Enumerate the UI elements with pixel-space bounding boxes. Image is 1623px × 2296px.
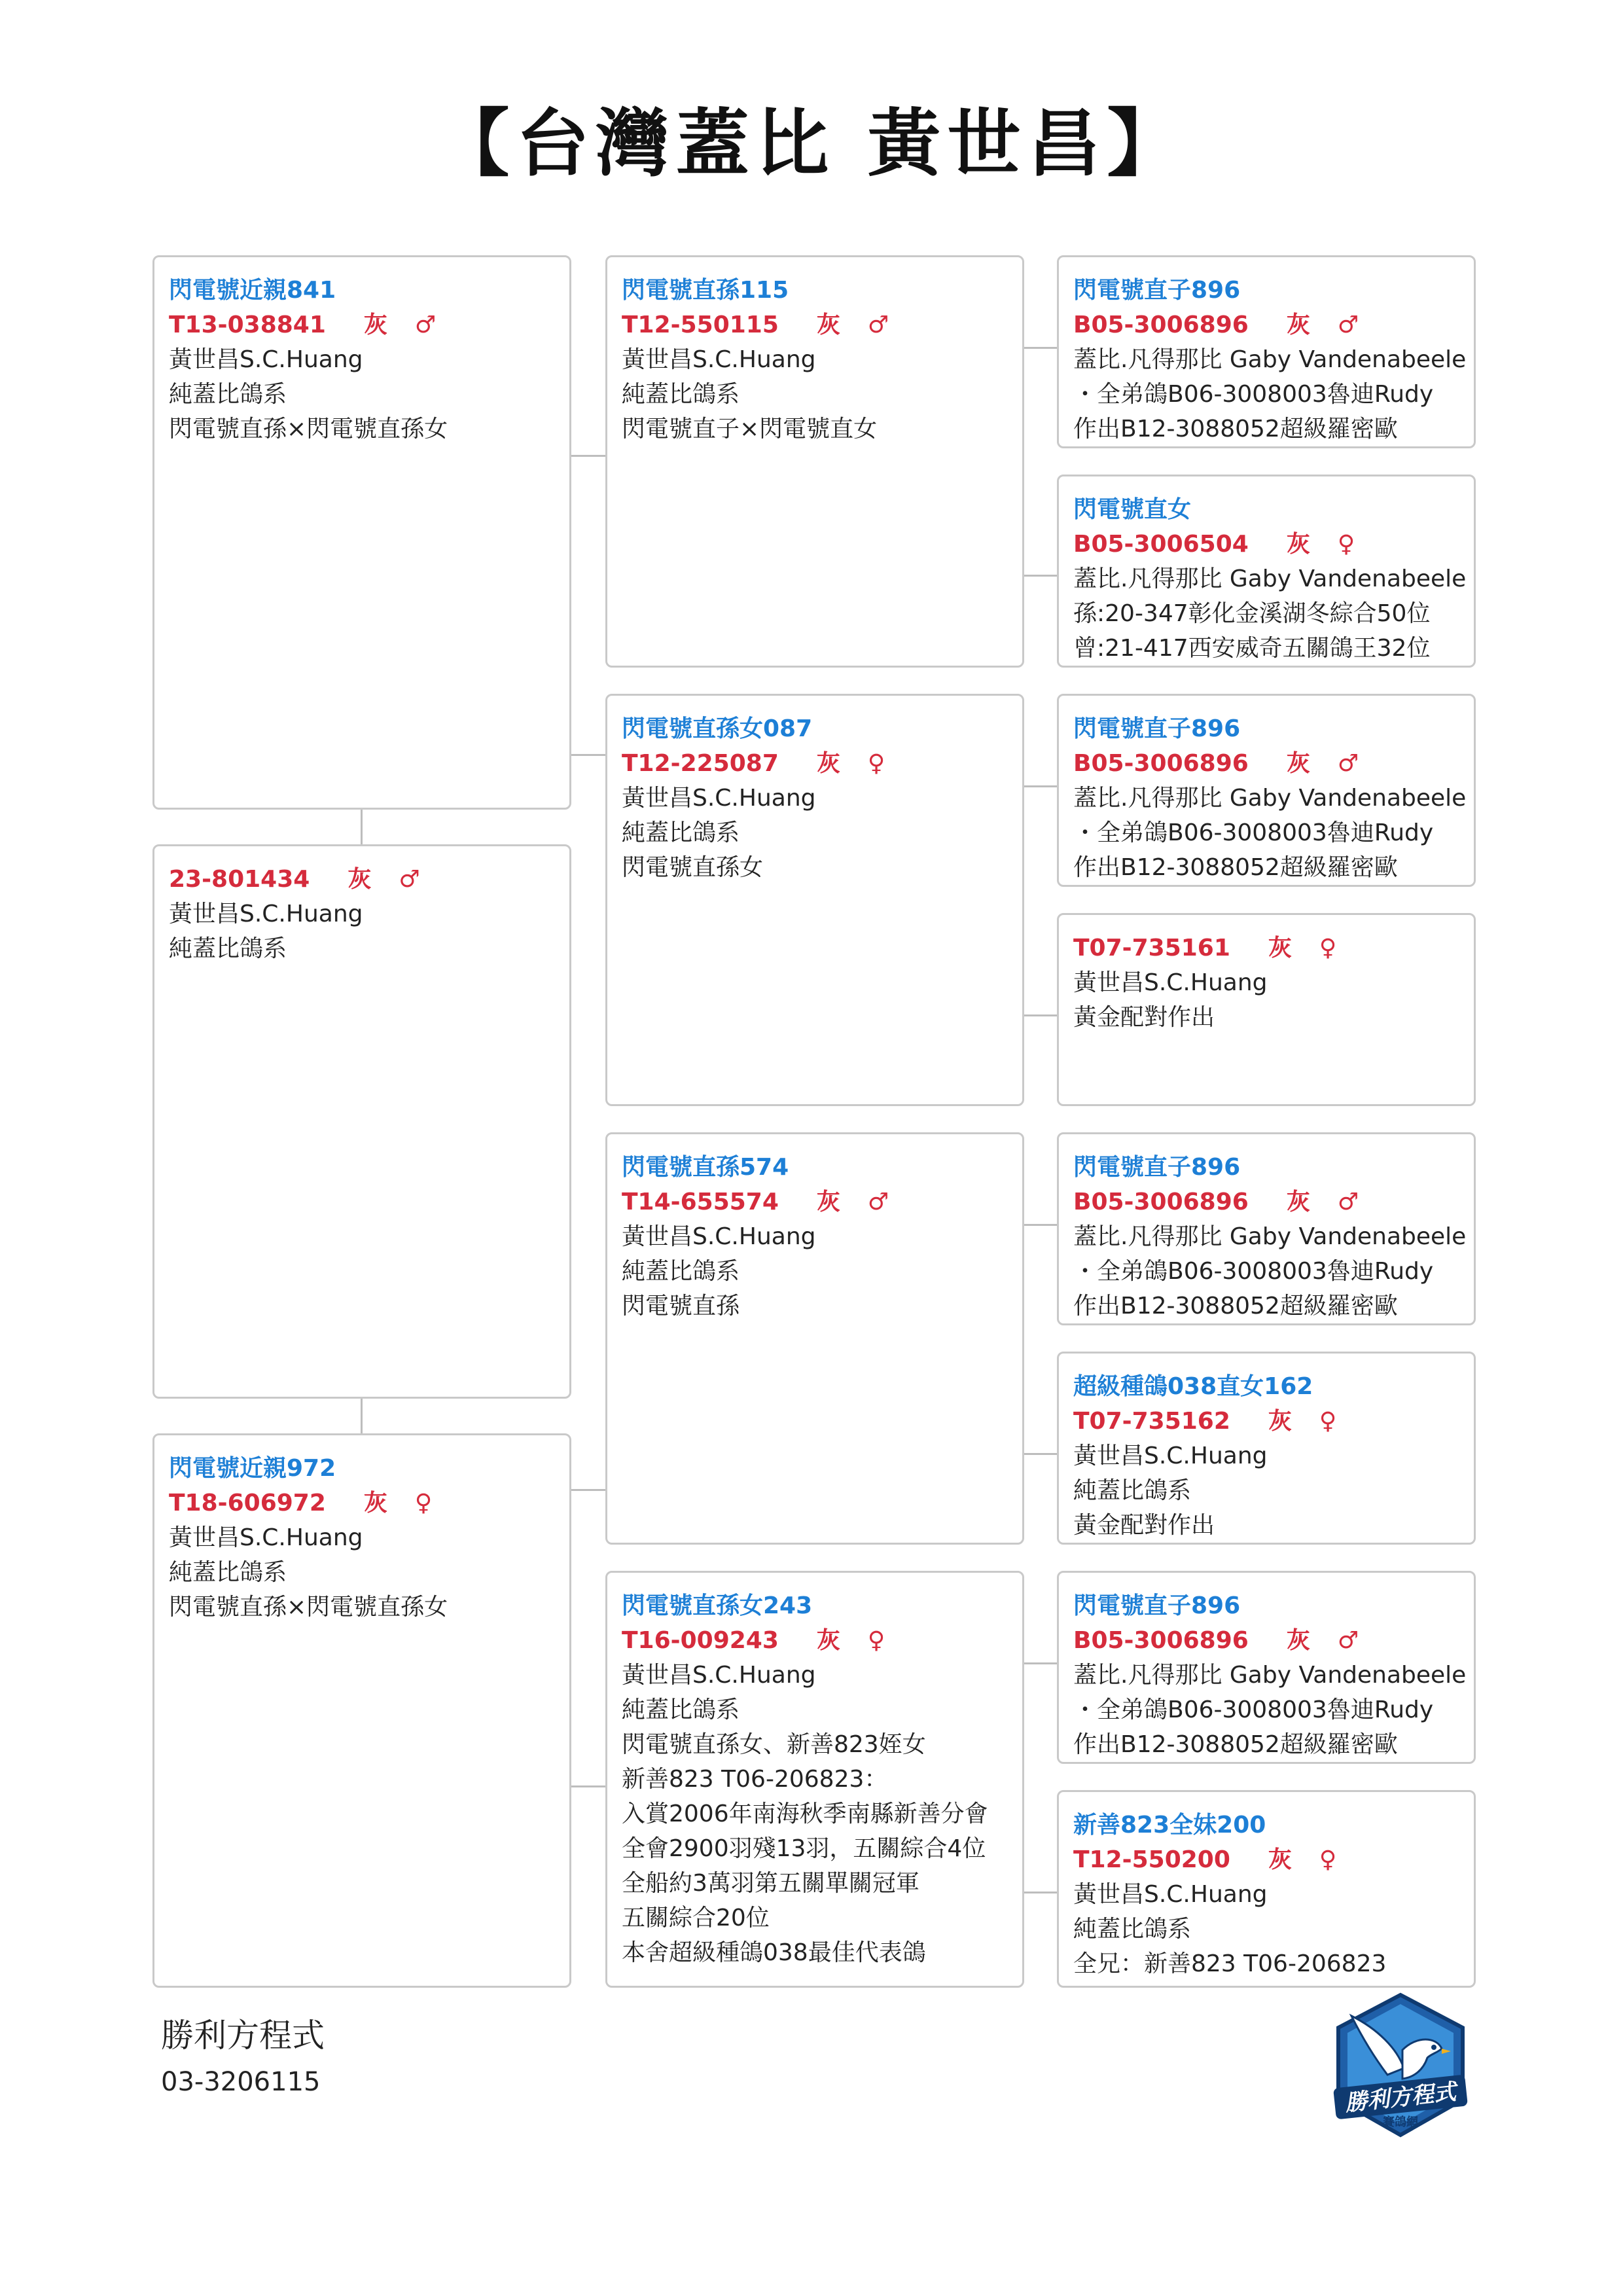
pedigree-card-ggp-3 [1057, 694, 1476, 887]
ring-line [169, 862, 555, 897]
ring-line [1073, 746, 1459, 781]
pedigree-card-dam [152, 1433, 571, 1988]
connector-line [571, 754, 605, 756]
svg-text:賽鴿網: 賽鴿網 [1383, 2115, 1418, 2129]
ring-line [1073, 1185, 1459, 1219]
info-line: 蓋比.凡得那比 Gaby Vandenabeele [1073, 1662, 1467, 1689]
info-line: 黃金配對作出 [1073, 1004, 1215, 1031]
info-line: 純蓋比鴿系 [622, 1258, 740, 1285]
pedigree-card-dam-sire [605, 1132, 1024, 1545]
info-line: 黃世昌S.C.Huang [1073, 1881, 1268, 1908]
color-label: 灰 [1286, 750, 1310, 777]
pedigree-card-ggp-8 [1057, 1790, 1476, 1988]
info-line: 黃世昌S.C.Huang [169, 1524, 363, 1551]
connector-line [1024, 575, 1057, 577]
ring-number: T12-550115 [622, 312, 779, 338]
pigeon-name: 閃電號近親841 [169, 277, 336, 304]
color-label: 灰 [1268, 1408, 1292, 1435]
ring-line [1073, 1623, 1459, 1658]
info-line: 黃世昌S.C.Huang [622, 785, 816, 812]
ring-number: T12-225087 [622, 750, 779, 777]
ring-number: T12-550200 [1073, 1846, 1230, 1873]
sex-symbol: ♂ [414, 312, 437, 338]
ring-line [1073, 931, 1459, 965]
ring-number: B05-3006896 [1073, 1189, 1249, 1215]
info-line: ・全弟鴿B06-3008003魯迪Rudy [1073, 381, 1434, 408]
info-line: 黃世昌S.C.Huang [622, 346, 816, 373]
ring-number: T18-606972 [169, 1490, 326, 1516]
color-label: 灰 [363, 312, 387, 338]
connector-line [571, 1785, 605, 1787]
color-label: 灰 [1268, 1846, 1292, 1873]
info-line: 蓋比.凡得那比 Gaby Vandenabeele [1073, 1223, 1467, 1250]
pigeon-name: 閃電號直孫女243 [622, 1592, 813, 1619]
info-line: 孫:20-347彰化金溪湖冬綜合50位 [1073, 600, 1431, 627]
sex-symbol: ♂ [867, 1189, 889, 1215]
pedigree-card-dam-dam [605, 1571, 1024, 1988]
info-line: 蓋比.凡得那比 Gaby Vandenabeele [1073, 565, 1467, 592]
info-line: 黃世昌S.C.Huang [169, 346, 363, 373]
info-line: 蓋比.凡得那比 Gaby Vandenabeele [1073, 785, 1467, 812]
pedigree-card-ggp-5 [1057, 1132, 1476, 1325]
color-label: 灰 [348, 866, 372, 893]
connector-line [1024, 347, 1057, 349]
sex-symbol: ♀ [414, 1490, 433, 1516]
pigeon-name: 閃電號直孫574 [622, 1154, 789, 1181]
pedigree-card-ggp-7 [1057, 1571, 1476, 1764]
sex-symbol: ♀ [1319, 1846, 1337, 1873]
info-line: 閃電號直孫女、新善823姪女 [622, 1731, 926, 1758]
sex-symbol: ♂ [399, 866, 420, 893]
ring-number: 23-801434 [169, 866, 310, 893]
ring-line [1073, 527, 1459, 562]
info-line: 全會2900羽殘13羽，五關綜合4位 [622, 1835, 986, 1862]
info-line: 純蓋比鴿系 [622, 381, 740, 408]
ring-number: T07-735161 [1073, 935, 1230, 961]
info-line: 閃電號直孫女 [622, 854, 764, 881]
ring-line [1073, 1842, 1459, 1877]
connector-line [361, 1399, 363, 1433]
connector-line [361, 810, 363, 844]
pigeon-name: 閃電號近親972 [169, 1455, 336, 1482]
sex-symbol: ♂ [1337, 1189, 1359, 1215]
info-line: 閃電號直子×閃電號直女 [622, 416, 878, 442]
connector-line [1024, 785, 1057, 787]
sex-symbol: ♀ [867, 1627, 885, 1654]
info-line: 閃電號直孫×閃電號直孫女 [169, 1594, 448, 1621]
sex-symbol: ♂ [867, 312, 889, 338]
ring-line [169, 308, 555, 342]
ring-number: B05-3006896 [1073, 312, 1249, 338]
color-label: 灰 [363, 1490, 387, 1516]
sex-symbol: ♂ [1337, 312, 1359, 338]
info-line: 蓋比.凡得那比 Gaby Vandenabeele [1073, 346, 1467, 373]
info-line: ・全弟鴿B06-3008003魯迪Rudy [1073, 1696, 1434, 1723]
sex-symbol: ♀ [1319, 935, 1337, 961]
info-line: 純蓋比鴿系 [169, 1559, 287, 1586]
color-label: 灰 [1268, 935, 1292, 961]
pigeon-name: 閃電號直子896 [1073, 1592, 1241, 1619]
info-line: 全船約3萬羽第五關單關冠軍 [622, 1870, 919, 1897]
connector-line [571, 1489, 605, 1491]
color-label: 灰 [1286, 1627, 1310, 1654]
footer-brand-name: 勝利方程式 [161, 2017, 325, 2054]
ring-line [622, 746, 1008, 781]
pedigree-card-ggp-6 [1057, 1352, 1476, 1545]
ring-number: B05-3006896 [1073, 750, 1249, 777]
connector-line [1024, 1224, 1057, 1226]
pedigree-card-ggp-2 [1057, 475, 1476, 668]
pigeon-name: 新善823全妹200 [1073, 1812, 1266, 1839]
ring-number: T14-655574 [622, 1189, 779, 1215]
sex-symbol: ♀ [1337, 531, 1355, 558]
ring-number: T13-038841 [169, 312, 326, 338]
info-line: 全兄：新善823 T06-206823 [1073, 1950, 1387, 1977]
ring-line [622, 1623, 1008, 1658]
info-line: 閃電號直孫 [622, 1293, 740, 1319]
ring-line [622, 308, 1008, 342]
connector-line [1024, 1662, 1057, 1664]
connector-line [1024, 1014, 1057, 1016]
info-line: 黃世昌S.C.Huang [1073, 1443, 1268, 1469]
info-line: 黃世昌S.C.Huang [622, 1223, 816, 1250]
info-line: 本舍超級種鴿038最佳代表鴿 [622, 1939, 926, 1966]
info-line: ・全弟鴿B06-3008003魯迪Rudy [1073, 1258, 1434, 1285]
info-line: 純蓋比鴿系 [622, 819, 740, 846]
sex-symbol: ♀ [1319, 1408, 1337, 1435]
info-line: 五關綜合20位 [622, 1905, 770, 1931]
info-line: 作出B12-3088052超級羅密歐 [1073, 1731, 1398, 1758]
pigeon-name: 閃電號直子896 [1073, 277, 1241, 304]
connector-line [1024, 1892, 1057, 1893]
info-line: 閃電號直孫×閃電號直孫女 [169, 416, 448, 442]
ring-line [1073, 1404, 1459, 1439]
page-title: 【台灣蓋比 黃世昌】 [436, 101, 1187, 187]
info-line: 黃金配對作出 [1073, 1512, 1215, 1539]
connector-line [1024, 1453, 1057, 1455]
ring-line [169, 1486, 555, 1520]
footer-phone: 03-3206115 [161, 2067, 321, 2097]
ring-number: B05-3006504 [1073, 531, 1249, 558]
svg-text:勝利方程式: 勝利方程式 [1344, 2079, 1457, 2117]
info-line: 黃世昌S.C.Huang [169, 901, 363, 927]
ring-number: T07-735162 [1073, 1408, 1230, 1435]
info-line: 純蓋比鴿系 [169, 935, 287, 962]
ring-line [622, 1185, 1008, 1219]
ring-line [1073, 308, 1459, 342]
info-line: 純蓋比鴿系 [169, 381, 287, 408]
info-line: 新善823 T06-206823： [622, 1766, 888, 1793]
pigeon-name: 閃電號直子896 [1073, 1154, 1241, 1181]
pigeon-name: 閃電號直孫115 [622, 277, 789, 304]
color-label: 灰 [816, 1627, 840, 1654]
pedigree-card-sire [152, 255, 571, 810]
pedigree-card-sire-sire [605, 255, 1024, 668]
sex-symbol: ♂ [1337, 1627, 1359, 1654]
pedigree-card-ggp-1 [1057, 255, 1476, 448]
ring-number: B05-3006896 [1073, 1627, 1249, 1654]
info-line: 黃世昌S.C.Huang [1073, 969, 1268, 996]
pedigree-card-ggp-4 [1057, 913, 1476, 1106]
info-line: ・全弟鴿B06-3008003魯迪Rudy [1073, 819, 1434, 846]
sex-symbol: ♀ [867, 750, 885, 777]
pigeon-name: 閃電號直孫女087 [622, 715, 813, 742]
info-line: 純蓋比鴿系 [622, 1696, 740, 1723]
color-label: 灰 [1286, 531, 1310, 558]
pigeon-name: 閃電號直女 [1073, 496, 1192, 523]
info-line: 曾:21-417西安威奇五關鴿王32位 [1073, 635, 1431, 662]
pedigree-card-sire-dam [605, 694, 1024, 1106]
info-line: 黃世昌S.C.Huang [622, 1662, 816, 1689]
sex-symbol: ♂ [1337, 750, 1359, 777]
info-line: 純蓋比鴿系 [1073, 1916, 1192, 1943]
color-label: 灰 [816, 312, 840, 338]
info-line: 作出B12-3088052超級羅密歐 [1073, 416, 1398, 442]
color-label: 灰 [1286, 312, 1310, 338]
pigeon-name: 閃電號直子896 [1073, 715, 1241, 742]
brand-logo [1325, 1990, 1476, 2140]
info-line: 作出B12-3088052超級羅密歐 [1073, 854, 1398, 881]
color-label: 灰 [816, 750, 840, 777]
connector-line [571, 455, 605, 457]
color-label: 灰 [816, 1189, 840, 1215]
info-line: 純蓋比鴿系 [1073, 1477, 1192, 1504]
ring-number: T16-009243 [622, 1627, 779, 1654]
info-line: 入賞2006年南海秋季南縣新善分會 [622, 1801, 988, 1827]
info-line: 作出B12-3088052超級羅密歐 [1073, 1293, 1398, 1319]
color-label: 灰 [1286, 1189, 1310, 1215]
pedigree-card-subject [152, 844, 571, 1399]
pigeon-name: 超級種鴿038直女162 [1073, 1373, 1313, 1400]
